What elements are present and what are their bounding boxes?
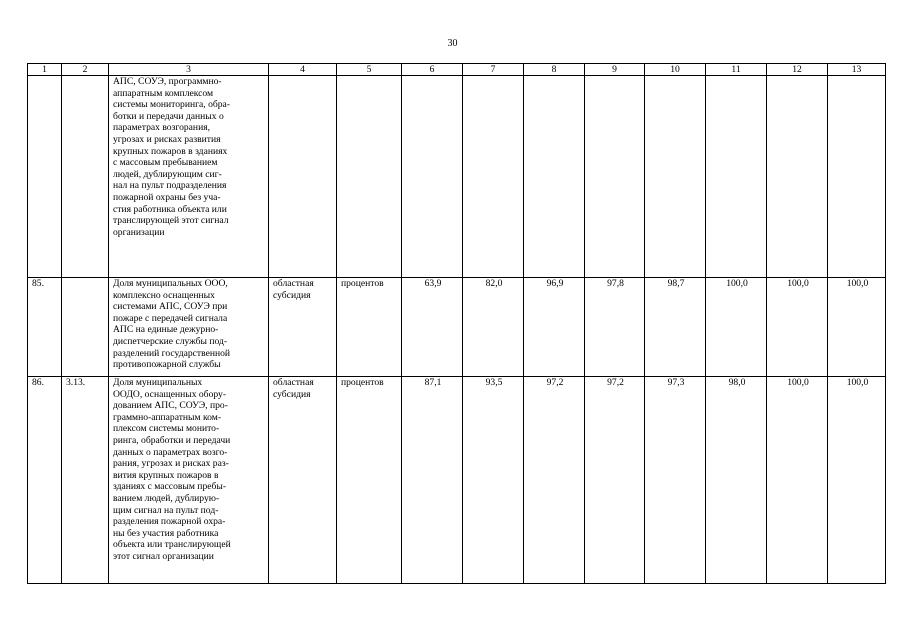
header-cell: 3	[109, 64, 269, 76]
header-row	[28, 64, 886, 76]
value-cell: 97,2	[524, 377, 585, 584]
unit-cell: процентов	[337, 278, 402, 377]
value-cell: 82,0	[463, 278, 524, 377]
header-cell: 12	[767, 64, 828, 76]
header-cell: 1	[28, 64, 62, 76]
table-row	[28, 76, 886, 278]
value-cell: 100,0	[828, 377, 886, 584]
indicator-description-cell: АПС, СОУЭ, программно- аппаратным комплексом системы мониторинга, обра- ботки и передачи данных о параметрах возгорания, угрозах и рисках развития крупных пожаров в зданиях с массовым пребыванием людей, дублирующим сиг- нал на пульт подразделения пожарной охраны без уча- стия работника объекта или транслирующей этот сигнал организации	[109, 76, 269, 278]
value-cell	[585, 76, 645, 278]
value-cell	[706, 76, 767, 278]
header-cell: 13	[828, 64, 886, 76]
value-cell: 100,0	[828, 278, 886, 377]
table-row	[28, 377, 886, 584]
funding-source-cell	[269, 76, 337, 278]
row-number-cell	[28, 76, 62, 278]
value-cell: 98,0	[706, 377, 767, 584]
value-cell: 100,0	[706, 278, 767, 377]
indicators-table	[27, 63, 886, 584]
header-cell: 9	[585, 64, 645, 76]
header-cell: 11	[706, 64, 767, 76]
value-cell	[645, 76, 706, 278]
header-cell: 5	[337, 64, 402, 76]
value-cell: 93,5	[463, 377, 524, 584]
value-cell: 97,8	[585, 278, 645, 377]
value-cell	[524, 76, 585, 278]
section-cell	[62, 76, 109, 278]
unit-cell: процентов	[337, 377, 402, 584]
value-cell: 100,0	[767, 278, 828, 377]
table-row	[28, 278, 886, 377]
header-cell: 8	[524, 64, 585, 76]
value-cell: 63,9	[402, 278, 463, 377]
funding-source-cell: областная субсидия	[269, 377, 337, 584]
indicator-description-cell: Доля муниципальных ООО, комплексно оснащенных системами АПС, СОУЭ при пожаре с передачей сигнала АПС на единые дежурно- диспетчерские службы под- разделений государственной противопожарной службы	[109, 278, 269, 377]
value-cell	[767, 76, 828, 278]
header-cell: 2	[62, 64, 109, 76]
indicator-description-cell: Доля муниципальных ООДО, оснащенных обору- дованием АПС, СОУЭ, про- граммно-аппаратным ком- плексом системы монито- ринга, обработки и передачи данных о параметрах возго- рания, угрозах и рисках раз- вития крупных пожаров в зданиях с массовым пребы- ванием людей, дублирую- щим сигнал на пульт под- разделения пожарной охра- ны без участия работника объекта или транслирующей этот сигнал организации	[109, 377, 269, 584]
header-cell: 6	[402, 64, 463, 76]
header-cell: 10	[645, 64, 706, 76]
row-number-cell: 85.	[28, 278, 62, 377]
row-number-cell: 86.	[28, 377, 62, 584]
value-cell: 98,7	[645, 278, 706, 377]
funding-source-cell: областная субсидия	[269, 278, 337, 377]
value-cell	[463, 76, 524, 278]
value-cell: 96,9	[524, 278, 585, 377]
header-cell: 7	[463, 64, 524, 76]
value-cell	[402, 76, 463, 278]
page-number: 30	[447, 38, 458, 49]
unit-cell	[337, 76, 402, 278]
section-cell	[62, 278, 109, 377]
value-cell: 97,2	[585, 377, 645, 584]
value-cell	[828, 76, 886, 278]
value-cell: 100,0	[767, 377, 828, 584]
value-cell: 97,3	[645, 377, 706, 584]
section-cell: 3.13.	[62, 377, 109, 584]
header-cell: 4	[269, 64, 337, 76]
value-cell: 87,1	[402, 377, 463, 584]
